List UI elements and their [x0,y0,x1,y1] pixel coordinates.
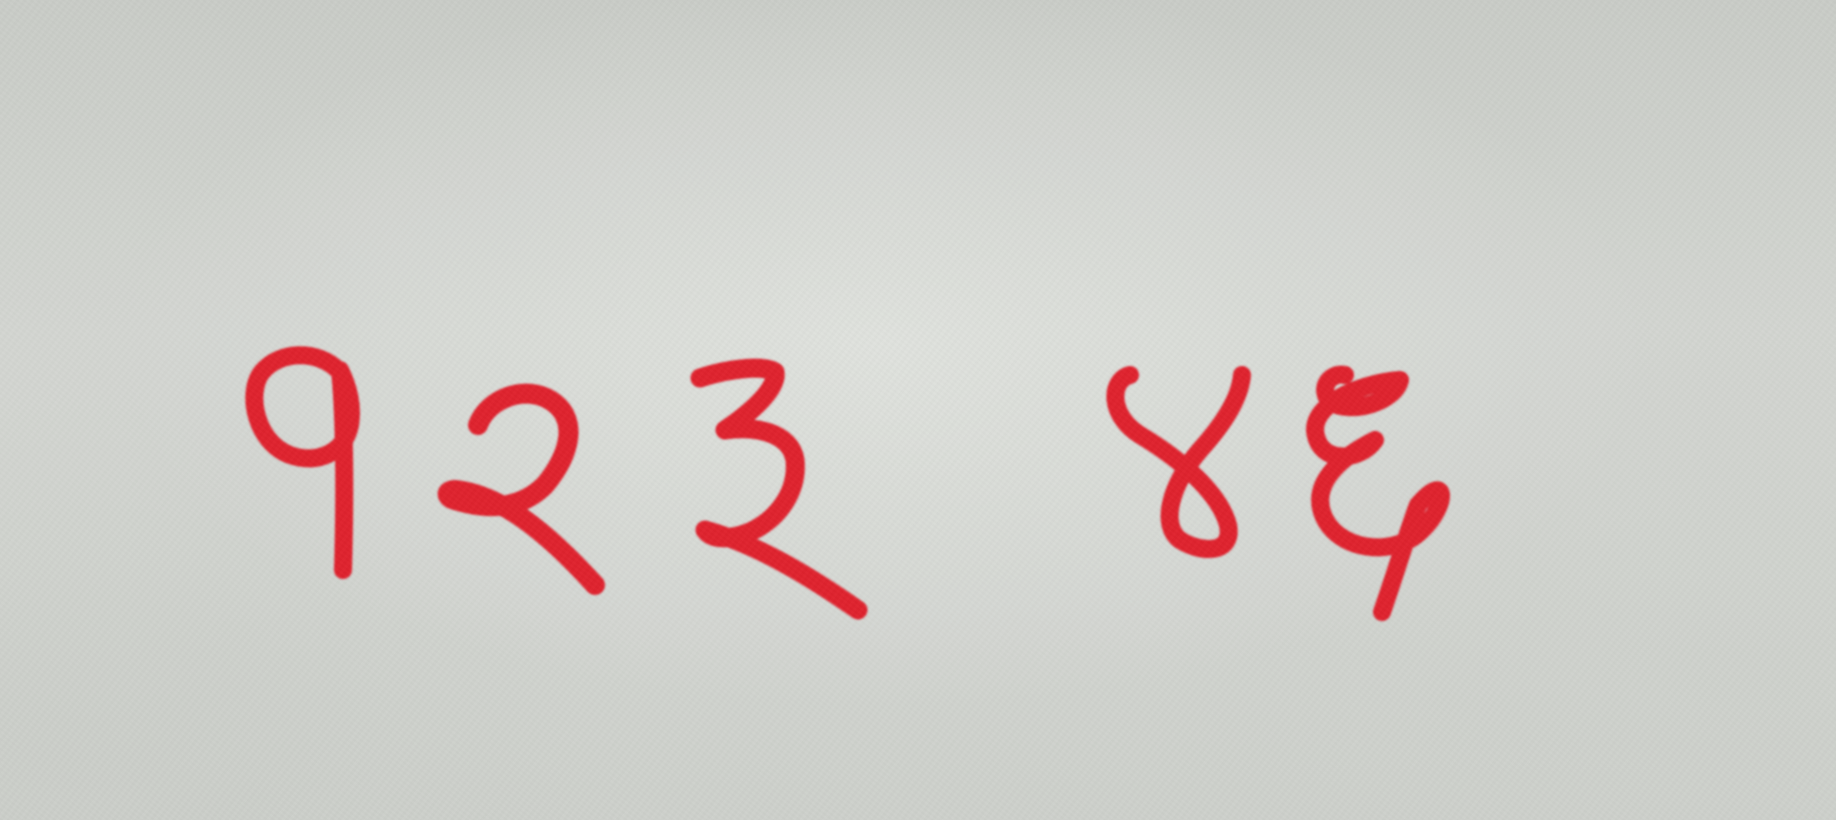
numeral-three [700,368,858,610]
numeral-strokes [254,355,1441,612]
numeral-one [254,355,351,570]
numeral-four [1115,375,1242,549]
numeral-two [448,394,595,585]
numeral-six [1315,375,1441,612]
